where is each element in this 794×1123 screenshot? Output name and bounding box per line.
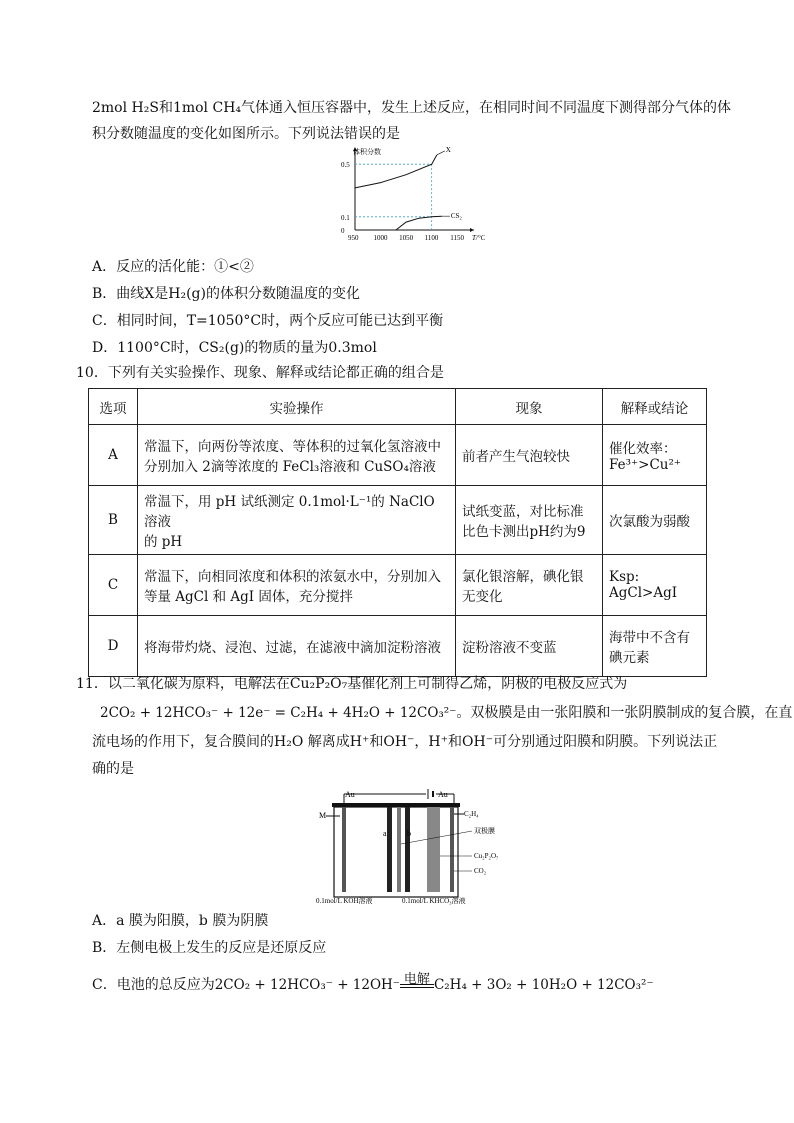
row-phenomenon [456, 616, 603, 677]
row-phenomenon [456, 486, 603, 555]
catalyst-layer [427, 807, 440, 892]
phenomenon-line: 试纸变蓝，对比标准 [462, 504, 584, 520]
header-phenomenon: 现象 [456, 389, 603, 425]
series-label: X [445, 145, 451, 154]
q9-option-c: C．相同时间，T=1050°C时，两个反应可能已达到平衡 [92, 313, 444, 329]
electrolysis-condition [400, 972, 434, 994]
q11-stem-line2-tail: 。双极膜是由一张阳膜和一张阴膜制成的复合膜，在直 [456, 705, 793, 721]
overall-rhs: C₂H₄ + 3O₂ + 10H₂O + 12CO₃²⁻ [433, 977, 654, 993]
row-operation [138, 486, 456, 555]
condition-text: 电解 [403, 972, 430, 987]
row-option: A [89, 425, 138, 486]
series-line-x [355, 155, 437, 188]
bipolar-label: 双极膜 [474, 827, 495, 835]
c2h4-label: C₂H₄ [464, 810, 479, 818]
bipolar-gap [397, 807, 401, 892]
row-conclusion [603, 616, 707, 677]
left-electrode [342, 807, 346, 892]
co2-label: CO₂ [474, 867, 487, 875]
table-header-row [89, 389, 707, 425]
koh-label: 0.1mol/L KOH溶液 [316, 897, 373, 905]
q11-stem-line3: 流电场的作用下，复合膜间的H₂O 解离成H⁺和OH⁻，H⁺和OH⁻可分别通过阳膜和阴膜。下列说法正 [92, 734, 718, 750]
q11-option-c [92, 974, 654, 994]
row-option: B [89, 486, 138, 555]
phenomenon-line: 氯化银溶解，碘化银 [462, 569, 584, 585]
row-operation [138, 555, 456, 616]
khco3-label: 0.1mol/L KHCO₃溶液 [402, 897, 466, 905]
y-tick-label: 0.5 [341, 161, 350, 170]
q11-option-b: B．左侧电极上发生的反应是还原反应 [92, 940, 327, 956]
q9-option-a: A．反应的活化能：①<② [92, 259, 254, 275]
table-row [89, 486, 707, 555]
row-option: C [89, 555, 138, 616]
q9-option-d: D．1100°C时，CS₂(g)的物质的量为0.3mol [92, 340, 377, 356]
membrane-b [405, 807, 410, 892]
series-label-leader [437, 151, 445, 155]
conclusion-line: 次氯酸为弱酸 [609, 514, 690, 530]
phenomenon-line: 前者产生气泡较快 [462, 449, 570, 465]
operation-line: 将海带灼烧、浸泡、过滤，在滤液中滴加淀粉溶液 [144, 640, 441, 656]
row-conclusion [603, 486, 707, 555]
q11-stem-line2 [100, 704, 792, 722]
phenomenon-line: 比色卡测出pH约为9 [462, 524, 586, 540]
header-operation: 实验操作 [138, 389, 456, 425]
y-tick-label: 0 [341, 227, 345, 235]
q9-stem-line2: 积分数随温度的变化如图所示。下列说法错误的是 [92, 126, 400, 142]
conclusion-line: 催化效率： [609, 441, 677, 457]
operation-line: 的 pH [144, 534, 183, 550]
operation-line: 常温下，向相同浓度和体积的浓氨水中，分别加入 [144, 569, 441, 585]
q11-option-a: A．a 膜为阳膜，b 膜为阴膜 [92, 913, 269, 929]
m-label: M [319, 811, 327, 820]
x-tick-label: 1100 [424, 234, 439, 242]
series-line-cs2 [396, 216, 442, 230]
q9-stem-line1: 2mol H₂S和1mol CH₄气体通入恒压容器中，发生上述反应，在相同时间不同温度下测得部分气体的体 [92, 100, 732, 116]
row-conclusion [603, 555, 707, 616]
row-operation [138, 616, 456, 677]
x-tick-label: 1000 [373, 234, 388, 242]
phenomenon-line: 淀粉溶液不变蓝 [462, 640, 557, 656]
conclusion-line: Fe³⁺>Cu²⁺ [609, 457, 682, 473]
conclusion-line: Ksp: AgCl>AgI [609, 569, 678, 601]
y-axis-title: 体积分数 [353, 148, 381, 156]
overall-lhs: 2CO₂ + 12HCO₃⁻ + 12OH⁻ [214, 977, 400, 993]
q10-table [88, 388, 707, 677]
table-row [89, 616, 707, 677]
au-left-label: Au [345, 790, 355, 799]
q9-option-b: B．曲线X是H₂(g)的体积分数随温度的变化 [92, 286, 360, 302]
volume-fraction-chart [335, 143, 485, 248]
x-axis-title: T/°C [472, 234, 485, 242]
operation-line: 等量 AgCl 和 AgI 固体，充分搅拌 [144, 589, 353, 605]
operation-line: 常温下，向两份等浓度、等体积的过氧化氢溶液中 [144, 439, 441, 455]
x-tick-label: 950 [348, 234, 359, 242]
membrane-a [387, 807, 392, 892]
option-c-prefix: C．电池的总反应为 [92, 977, 215, 993]
row-phenomenon [456, 425, 603, 486]
conclusion-line: 碘元素 [609, 650, 650, 666]
conclusion-line: 海带中不含有 [609, 630, 690, 646]
catalyst-label: Cu₂P₂O₇ [474, 852, 499, 860]
q11-stem-line4: 确的是 [92, 761, 134, 777]
row-option: D [89, 616, 138, 677]
x-tick-label: 1050 [399, 234, 414, 242]
header-conclusion: 解释或结论 [603, 389, 707, 425]
x-tick-label: 1150 [450, 234, 464, 242]
membrane-a-label: a [383, 829, 387, 838]
table-row [89, 555, 707, 616]
membrane-b-label: b [407, 829, 411, 838]
header-option: 选项 [89, 389, 138, 425]
q11-stem-line1: 11．以二氧化碳为原料，电解法在Cu₂P₂O₇基催化剂上可制得乙烯，阴极的电极反应式为 [76, 676, 628, 692]
phenomenon-line: 无变化 [462, 589, 503, 605]
au-right-label: Au [438, 790, 448, 799]
row-conclusion [603, 425, 707, 486]
y-tick-label: 0.1 [341, 213, 350, 222]
q10-title: 10．下列有关实验操作、现象、解释或结论都正确的组合是 [76, 365, 444, 381]
x-axis-arrow [470, 228, 474, 232]
row-operation [138, 425, 456, 486]
right-electrode [450, 807, 454, 892]
electrolysis-cell-diagram [314, 784, 526, 906]
row-phenomenon [456, 555, 603, 616]
table-row [89, 425, 707, 486]
series-label: CS₂ [450, 212, 462, 221]
operation-line: 分别加入 2滴等浓度的 FeCl₃溶液和 CuSO₄溶液 [144, 459, 436, 475]
operation-line: 常温下，用 pH 试纸测定 0.1mol·L⁻¹的 NaClO 溶液 [144, 494, 435, 530]
cathode-equation: 2CO₂ + 12HCO₃⁻ + 12e⁻ = C₂H₄ + 4H₂O + 12CO₃²⁻ [100, 705, 457, 721]
